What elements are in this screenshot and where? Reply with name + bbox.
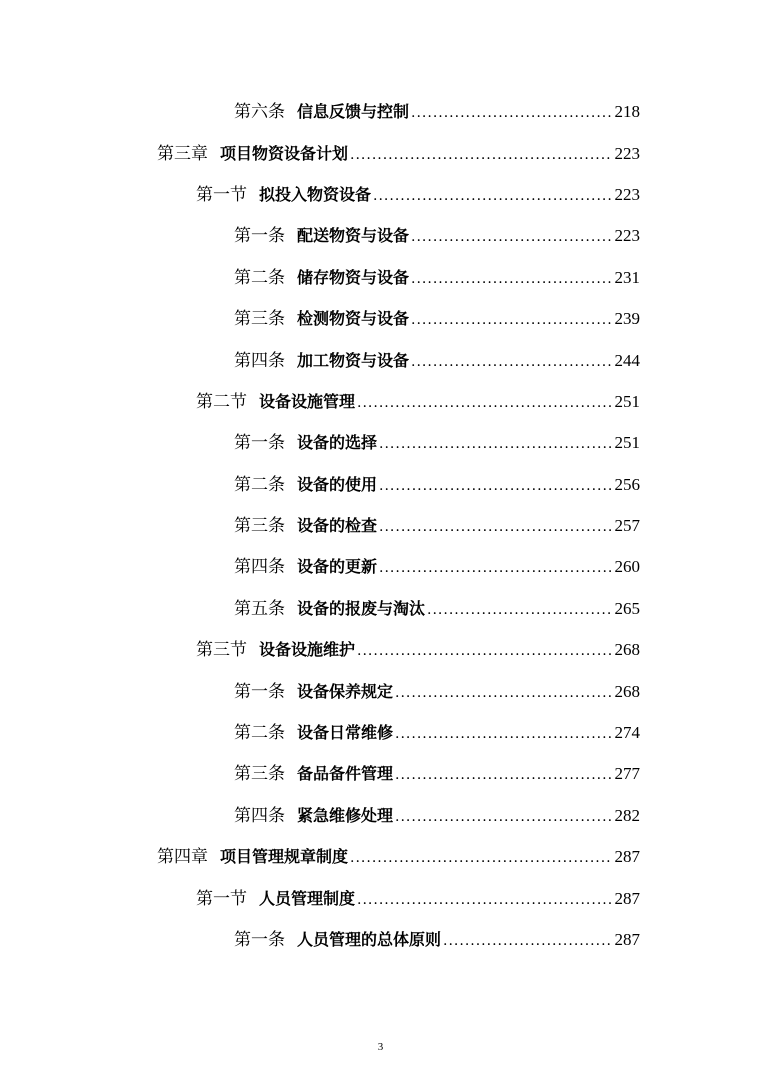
toc-entry-label: 第五条 <box>234 598 285 619</box>
toc-entry-line <box>234 304 640 329</box>
toc-entry-page: 251 <box>614 391 640 411</box>
toc-entry[interactable] <box>0 668 761 709</box>
toc-entry-title: 人员管理制度 <box>259 888 356 908</box>
toc-entry[interactable] <box>0 172 761 213</box>
toc-entry-line <box>234 718 640 743</box>
toc-entry-line <box>234 470 640 495</box>
toc-entry-title: 信息反馈与控制 <box>297 102 410 122</box>
toc-dot-leader <box>395 726 612 742</box>
page-number: 3 <box>377 1041 384 1053</box>
toc-dot-leader <box>357 395 612 411</box>
toc-entry-label: 第一条 <box>234 433 285 454</box>
toc-entry-page: 223 <box>614 184 640 204</box>
toc-entry-label: 第四章 <box>157 847 208 868</box>
toc-entry-page: 251 <box>614 433 640 453</box>
toc-entry-page: 239 <box>614 309 640 329</box>
toc-entry-page: 268 <box>614 681 640 701</box>
toc-entry-label: 第三条 <box>234 764 285 785</box>
toc-entry-line <box>196 387 640 412</box>
toc-entry-label: 第三条 <box>234 516 285 537</box>
toc-entry-page: 231 <box>614 267 640 287</box>
toc-entry-label: 第三条 <box>234 309 285 330</box>
toc-entry-line <box>234 263 640 288</box>
toc-entry-line <box>157 139 640 164</box>
toc-entry-page: 282 <box>614 805 640 825</box>
toc-entry[interactable] <box>0 834 761 875</box>
toc-entry[interactable] <box>0 503 761 544</box>
toc-entry-label: 第二条 <box>234 267 285 288</box>
toc-entry-line <box>234 221 640 246</box>
toc-entry[interactable] <box>0 213 761 254</box>
toc-entry-label: 第四条 <box>234 557 285 578</box>
toc-dot-leader <box>411 312 612 328</box>
toc-entry[interactable] <box>0 544 761 585</box>
toc-entry-page: 260 <box>614 557 640 577</box>
toc-entry-page: 257 <box>614 516 640 536</box>
toc-dot-leader <box>357 892 612 908</box>
toc-dot-leader <box>350 147 612 163</box>
toc-entry-title: 储存物资与设备 <box>297 267 410 287</box>
toc-dot-leader <box>411 271 612 287</box>
toc-entry-label: 第一条 <box>234 930 285 950</box>
toc-entry-label: 第一条 <box>234 681 285 702</box>
toc-entry[interactable] <box>0 710 761 751</box>
toc-dot-leader <box>411 354 612 370</box>
toc-entry-page: 256 <box>614 474 640 494</box>
toc-entry-page: 223 <box>614 143 640 163</box>
toc-entry-page: 277 <box>614 764 640 784</box>
toc-entry-title: 项目管理规章制度 <box>220 847 349 867</box>
toc-entry-line <box>234 428 640 453</box>
toc-entry[interactable] <box>0 296 761 337</box>
toc-entry-label: 第一节 <box>196 888 247 909</box>
toc-entry-title: 设备保养规定 <box>297 681 394 701</box>
toc-entry-line <box>234 552 640 577</box>
toc-entry-title: 设备日常维修 <box>297 723 394 743</box>
toc-entry-line <box>234 97 640 122</box>
toc-entry[interactable] <box>0 337 761 378</box>
toc-entry-page: 287 <box>614 847 640 867</box>
toc-entry-page: 244 <box>614 350 640 370</box>
toc-entry-line <box>157 842 640 867</box>
toc-entry[interactable] <box>0 89 761 130</box>
toc-entry-line <box>234 925 640 950</box>
toc-entry-label: 第四条 <box>234 805 285 826</box>
toc-entry-label: 第三节 <box>196 640 247 661</box>
toc-entry-line <box>234 511 640 536</box>
toc-entry-title: 设备设施管理 <box>259 391 356 411</box>
toc-dot-leader <box>379 478 612 494</box>
toc-entry-title: 设备的检查 <box>297 516 378 536</box>
toc-dot-leader <box>373 188 612 204</box>
toc-entry-title: 设备的选择 <box>297 433 378 453</box>
toc-dot-leader <box>411 229 612 245</box>
toc-entry-title: 检测物资与设备 <box>297 309 410 329</box>
toc-entry[interactable] <box>0 875 761 916</box>
toc-entry-line <box>234 677 640 702</box>
toc-entry-line <box>234 594 640 619</box>
toc-dot-leader <box>350 850 612 866</box>
toc-entry-label: 第一条 <box>234 226 285 247</box>
toc-entry[interactable] <box>0 627 761 668</box>
toc-entry-line <box>234 759 640 784</box>
toc-entry-title: 设备的更新 <box>297 557 378 577</box>
toc-entry-page: 265 <box>614 598 640 618</box>
toc-entry-page: 268 <box>614 640 640 660</box>
toc-entry-line <box>234 346 640 371</box>
toc-dot-leader <box>379 519 612 535</box>
toc-entry[interactable] <box>0 255 761 296</box>
toc-entry-label: 第二条 <box>234 723 285 744</box>
toc-entry-title: 加工物资与设备 <box>297 350 410 370</box>
toc-entry-label: 第四条 <box>234 350 285 371</box>
toc-entry[interactable] <box>0 130 761 171</box>
toc-entry-label: 第二条 <box>234 474 285 495</box>
toc-entry-label: 第六条 <box>234 102 285 123</box>
toc-entry-line <box>234 801 640 826</box>
toc-entry[interactable] <box>0 420 761 461</box>
toc-entry[interactable] <box>0 586 761 627</box>
toc-entry[interactable] <box>0 751 761 792</box>
toc-entry[interactable] <box>0 917 761 958</box>
toc-dot-leader <box>379 436 612 452</box>
toc-entry-title: 配送物资与设备 <box>297 226 410 246</box>
toc-dot-leader <box>379 560 612 576</box>
toc-dot-leader <box>395 809 612 825</box>
toc-entry[interactable] <box>0 793 761 834</box>
toc-entry-page: 287 <box>614 930 640 949</box>
toc-entry-label: 第二节 <box>196 391 247 412</box>
toc-entry-page: 274 <box>614 723 640 743</box>
toc-entry-title: 备品备件管理 <box>297 764 394 784</box>
toc-dot-leader <box>395 767 612 783</box>
toc-dot-leader <box>427 602 612 618</box>
toc-entry-title: 设备的报废与淘汰 <box>297 598 426 618</box>
toc-entry-title: 设备的使用 <box>297 474 378 494</box>
toc-entry-line <box>196 180 640 205</box>
toc-entry-title: 人员管理的总体原则 <box>297 930 442 949</box>
toc-entry-title: 拟投入物资设备 <box>259 184 372 204</box>
toc-entry-page: 287 <box>614 888 640 908</box>
toc-entry-label: 第一节 <box>196 184 247 205</box>
toc-entry-line <box>196 635 640 660</box>
toc-entry-line <box>196 884 640 909</box>
toc-dot-leader <box>357 643 612 659</box>
toc-entry-page: 218 <box>614 102 640 122</box>
toc-entry-title: 项目物资设备计划 <box>220 143 349 163</box>
toc-dot-leader <box>443 933 612 949</box>
toc-entry-title: 设备设施维护 <box>259 640 356 660</box>
toc-dot-leader <box>395 685 612 701</box>
toc-entry-page: 223 <box>614 226 640 246</box>
toc-entry-title: 紧急维修处理 <box>297 805 394 825</box>
toc-dot-leader <box>411 105 612 121</box>
toc-entry[interactable] <box>0 379 761 420</box>
toc-entry-label: 第三章 <box>157 143 208 164</box>
toc-entry[interactable] <box>0 462 761 503</box>
table-of-contents <box>0 89 761 958</box>
